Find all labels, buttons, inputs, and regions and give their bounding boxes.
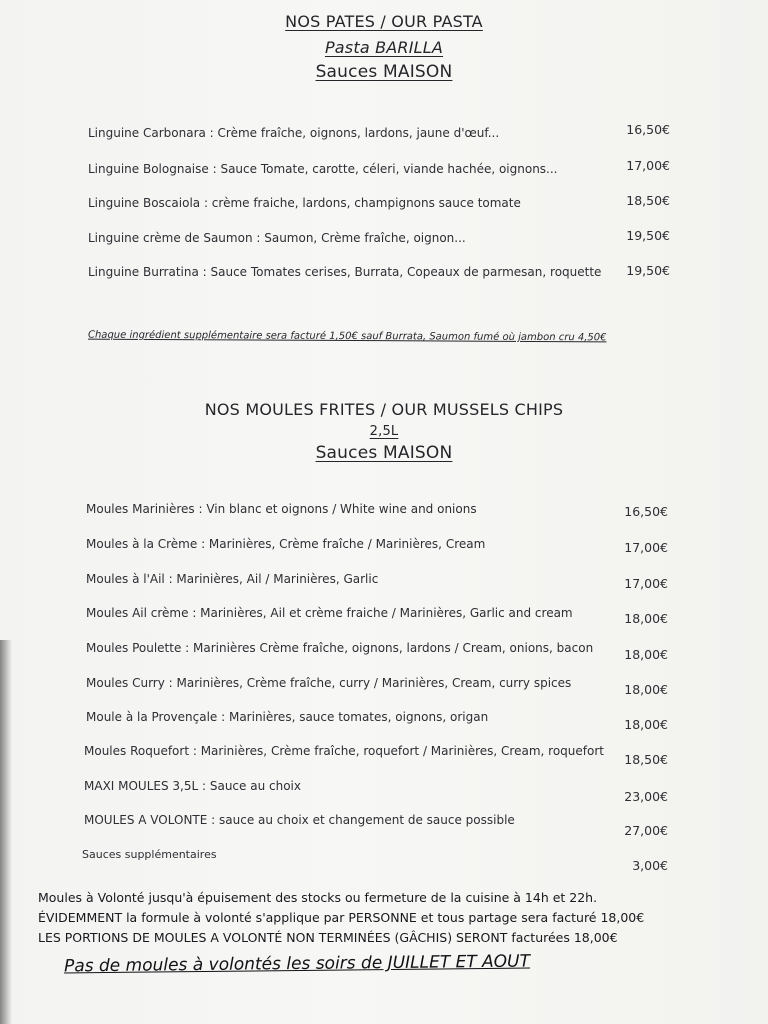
pasta-brand-text: Pasta BARILLA (324, 38, 444, 57)
pasta-sauces: Sauces MAISON (315, 62, 453, 82)
mussels-item-desc: MOULES A VOLONTE : sauce au choix et changement de sauce possible (84, 813, 515, 827)
mussels-item-desc: Moules Roquefort : Marinières, Crème fraîche, roquefort / Marinières, Cream, roquefort (84, 744, 604, 758)
mussels-item-price: 18,00€ (624, 717, 668, 732)
pasta-item-price: 19,50€ (626, 228, 670, 243)
pasta-item-desc: Linguine Burratina : Sauce Tomates cerises, Burrata, Copeaux de parmesan, roquette (88, 265, 602, 279)
pasta-title: NOS PATES / OUR PASTA (285, 12, 483, 31)
pasta-item-price: 19,50€ (626, 263, 670, 278)
mussels-item-desc: Moules Marinières : Vin blanc et oignons / White wine and onions (86, 502, 477, 516)
mussels-item-price: 3,00€ (632, 858, 668, 873)
mussels-item-price: 17,00€ (624, 576, 668, 591)
mussels-item-price: 18,00€ (624, 682, 668, 697)
pasta-brand (0, 38, 768, 57)
mussels-item-price: 18,50€ (624, 752, 668, 767)
pasta-item-desc: Linguine Carbonara : Crème fraîche, oignons, lardons, jaune d'œuf... (88, 126, 500, 140)
notice-line-4: Pas de moules à volontés les soirs de JUILLET ET AOUT (63, 951, 531, 977)
pasta-item-price: 16,50€ (626, 122, 670, 137)
mussels-item-desc: Sauces supplémentaires (82, 848, 217, 861)
mussels-item-desc: MAXI MOULES 3,5L : Sauce au choix (84, 779, 301, 793)
mussels-size: 2,5L (369, 424, 399, 439)
pasta-item-desc: Linguine crème de Saumon : Saumon, Crème fraîche, oignon... (88, 231, 466, 245)
mussels-item-price: 27,00€ (624, 823, 668, 838)
mussels-item-price: 18,00€ (624, 611, 668, 626)
surcharge-note: Chaque ingrédient supplémentaire sera facturé 1,50€ sauf Burrata, Saumon fumé où jambon cru 4,50€ (87, 329, 607, 344)
notice-line-3: LES PORTIONS DE MOULES A VOLONTÉ NON TERMINÉES (GÂCHIS) SERONT facturées 18,00€ (38, 930, 618, 945)
mussels-item-desc: Moules Poulette : Marinières Crème fraîche, oignons, lardons / Cream, onions, bacon (86, 641, 594, 655)
page-edge-shadow (0, 640, 12, 1024)
mussels-item-price: 16,50€ (624, 504, 668, 519)
pasta-item-price: 17,00€ (626, 158, 670, 173)
mussels-item-desc: Moules Curry : Marinières, Crème fraîche, curry / Marinières, Cream, curry spices (86, 676, 572, 690)
mussels-item-price: 18,00€ (624, 647, 668, 662)
mussels-item-desc: Moules à la Crème : Marinières, Crème fraîche / Marinières, Cream (86, 537, 486, 551)
mussels-item-desc: Moules Ail crème : Marinières, Ail et crème fraiche / Marinières, Garlic and cream (86, 606, 573, 620)
notice-line-1: Moules à Volonté jusqu'à épuisement des stocks ou fermeture de la cuisine à 14h et 22h. (38, 890, 598, 905)
mussels-item-price: 23,00€ (624, 789, 668, 804)
mussels-sauces: Sauces MAISON (315, 443, 453, 463)
pasta-item-desc: Linguine Boscaiola : crème fraiche, lardons, champignons sauce tomate (88, 196, 521, 210)
pasta-item-price: 18,50€ (626, 193, 670, 208)
mussels-item-desc: Moule à la Provençale : Marinières, sauce tomates, oignons, origan (86, 710, 489, 724)
pasta-item-desc: Linguine Bolognaise : Sauce Tomate, carotte, céleri, viande hachée, oignons... (88, 162, 558, 176)
mussels-title: NOS MOULES FRITES / OUR MUSSELS CHIPS (204, 400, 564, 419)
mussels-item-desc: Moules à l'Ail : Marinières, Ail / Marinières, Garlic (86, 572, 379, 586)
mussels-item-price: 17,00€ (624, 540, 668, 555)
notice-line-2: ÉVIDEMMENT la formule à volonté s'applique par PERSONNE et tous partage sera facturé 18,00€ (38, 910, 645, 925)
